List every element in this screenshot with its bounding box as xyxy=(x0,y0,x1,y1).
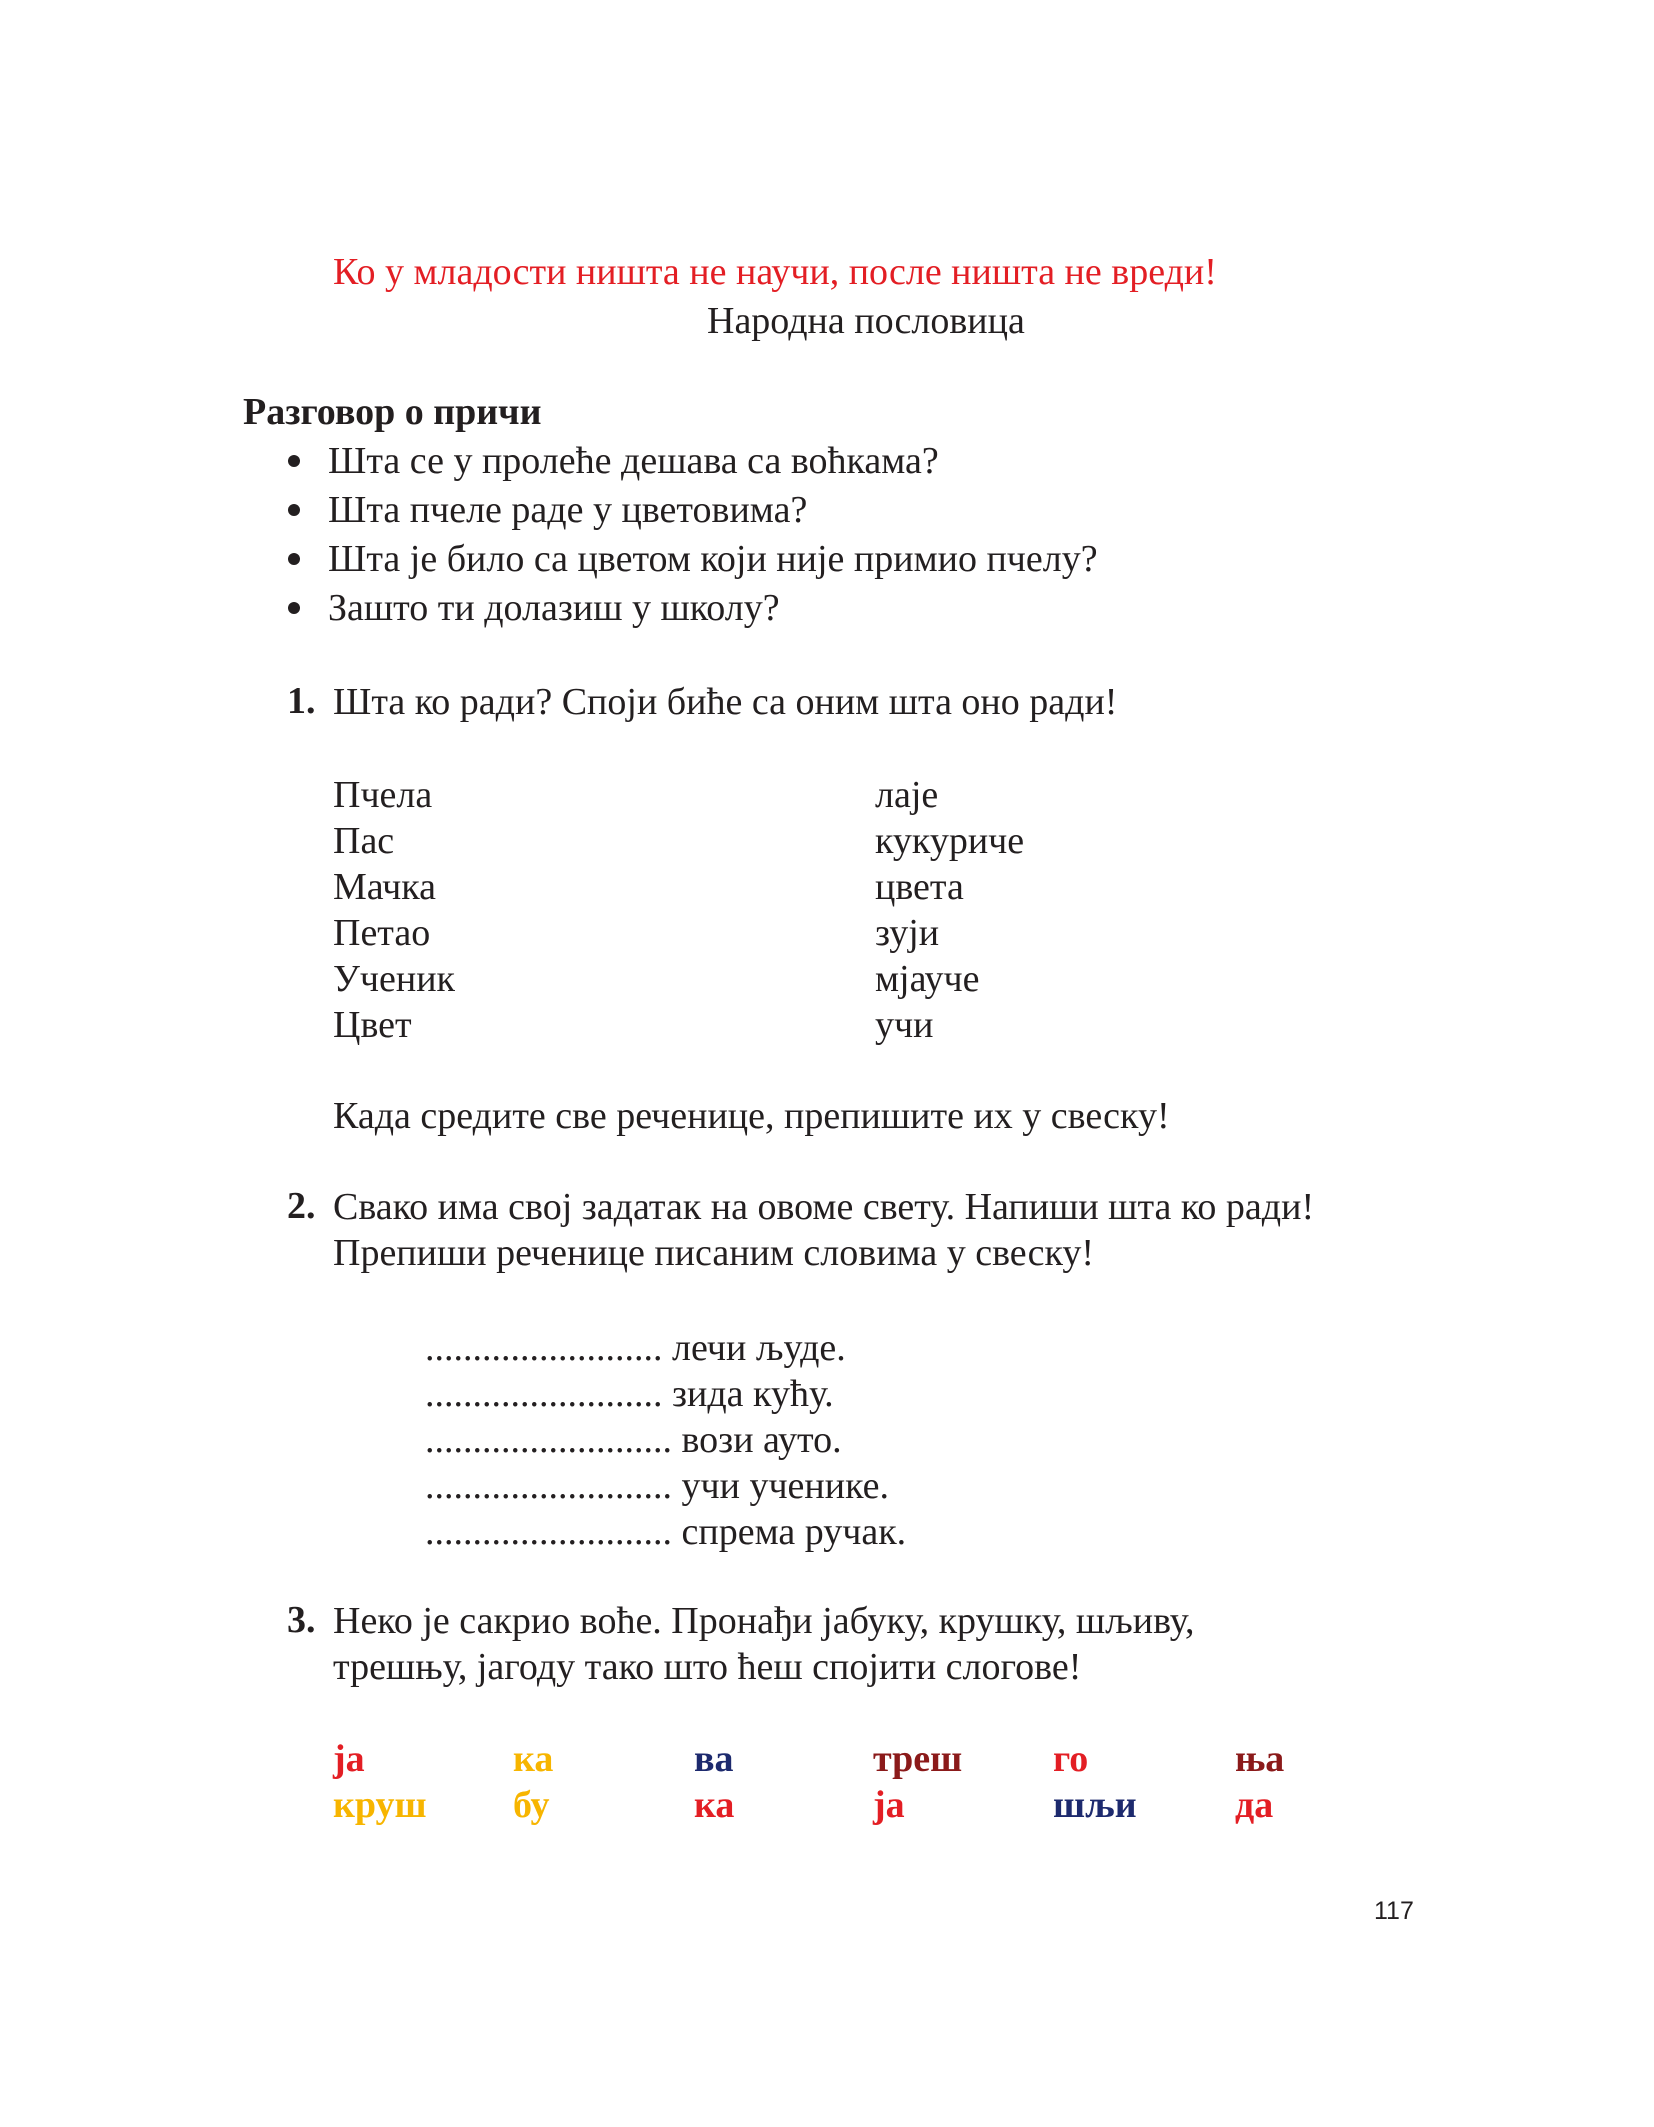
question-list xyxy=(280,436,1098,632)
syllable: ја xyxy=(873,1784,905,1826)
being-item: Ученик xyxy=(333,958,456,1000)
list-item xyxy=(280,534,1098,583)
bullet-icon xyxy=(288,504,300,516)
being-item: Мачка xyxy=(333,866,436,908)
fill-in-sentences xyxy=(425,1325,906,1555)
task-1-instruction: Шта ко ради? Споји биће са оним шта оно ради! xyxy=(333,681,1118,723)
action-item: учи xyxy=(875,1004,934,1046)
being-item: Пас xyxy=(333,820,395,862)
task-2-instruction-line1: Свако има свој задатак на овоме свету. Напиши шта ко ради! xyxy=(333,1186,1315,1228)
syllable: треш xyxy=(873,1738,963,1780)
fill-sentence: ......................... лечи људе. xyxy=(425,1327,846,1369)
task-1-note: Када средите све реченице, препишите их у свеску! xyxy=(333,1095,1170,1137)
bullet-icon xyxy=(288,602,300,614)
syllable: го xyxy=(1053,1738,1089,1780)
syllable: ка xyxy=(694,1784,735,1826)
syllable: да xyxy=(1235,1784,1274,1826)
fill-sentence: .......................... учи ученике. xyxy=(425,1465,889,1507)
syllable: бу xyxy=(513,1784,550,1826)
task-1-number: 1. xyxy=(287,680,316,722)
task-2-instruction-line2: Препиши реченице писаним словима у свеску! xyxy=(333,1232,1095,1274)
syllable: ја xyxy=(333,1738,365,1780)
beings-column xyxy=(333,772,455,1048)
action-item: цвета xyxy=(875,866,964,908)
proverb-source: Народна пословица xyxy=(707,300,1025,342)
bullet-icon xyxy=(288,553,300,565)
question-text: Шта се у пролеће дешава са воћкама? xyxy=(328,439,939,482)
task-3-number: 3. xyxy=(287,1599,316,1641)
fill-sentence: .......................... спрема ручак. xyxy=(425,1511,907,1553)
syllable: ња xyxy=(1235,1738,1285,1780)
action-item: мјауче xyxy=(875,958,980,1000)
syllable: ка xyxy=(513,1738,554,1780)
syllable: круш xyxy=(333,1784,427,1826)
task-3-instruction-line1: Неко је сакрио воће. Пронађи јабуку, крушку, шљиву, xyxy=(333,1600,1195,1642)
page-number: 117 xyxy=(1374,1897,1414,1925)
actions-column xyxy=(875,772,1024,1048)
being-item: Пчела xyxy=(333,774,433,816)
action-item: лаје xyxy=(875,774,939,816)
task-2-number: 2. xyxy=(287,1185,316,1227)
question-text: Шта пчеле раде у цветовима? xyxy=(328,488,808,531)
proverb-text: Ко у младости ништа не научи, после ништа не вреди! xyxy=(333,251,1217,293)
fill-sentence: .......................... вози ауто. xyxy=(425,1419,842,1461)
action-item: зуји xyxy=(875,912,940,954)
list-item xyxy=(280,436,1098,485)
being-item: Петао xyxy=(333,912,431,954)
section-heading: Разговор о причи xyxy=(243,391,542,433)
task-3-instruction-line2: трешњу, јагоду тако што ћеш спојити слогове! xyxy=(333,1646,1082,1688)
list-item xyxy=(280,485,1098,534)
being-item: Цвет xyxy=(333,1004,412,1046)
list-item xyxy=(280,583,1098,632)
question-text: Зашто ти долазиш у школу? xyxy=(328,586,780,629)
bullet-icon xyxy=(288,455,300,467)
question-text: Шта је било са цветом који није примио пчелу? xyxy=(328,537,1098,580)
syllable: ва xyxy=(694,1738,734,1780)
syllable: шљи xyxy=(1053,1784,1137,1826)
fill-sentence: ......................... зида кућу. xyxy=(425,1373,834,1415)
action-item: кукуриче xyxy=(875,820,1025,862)
